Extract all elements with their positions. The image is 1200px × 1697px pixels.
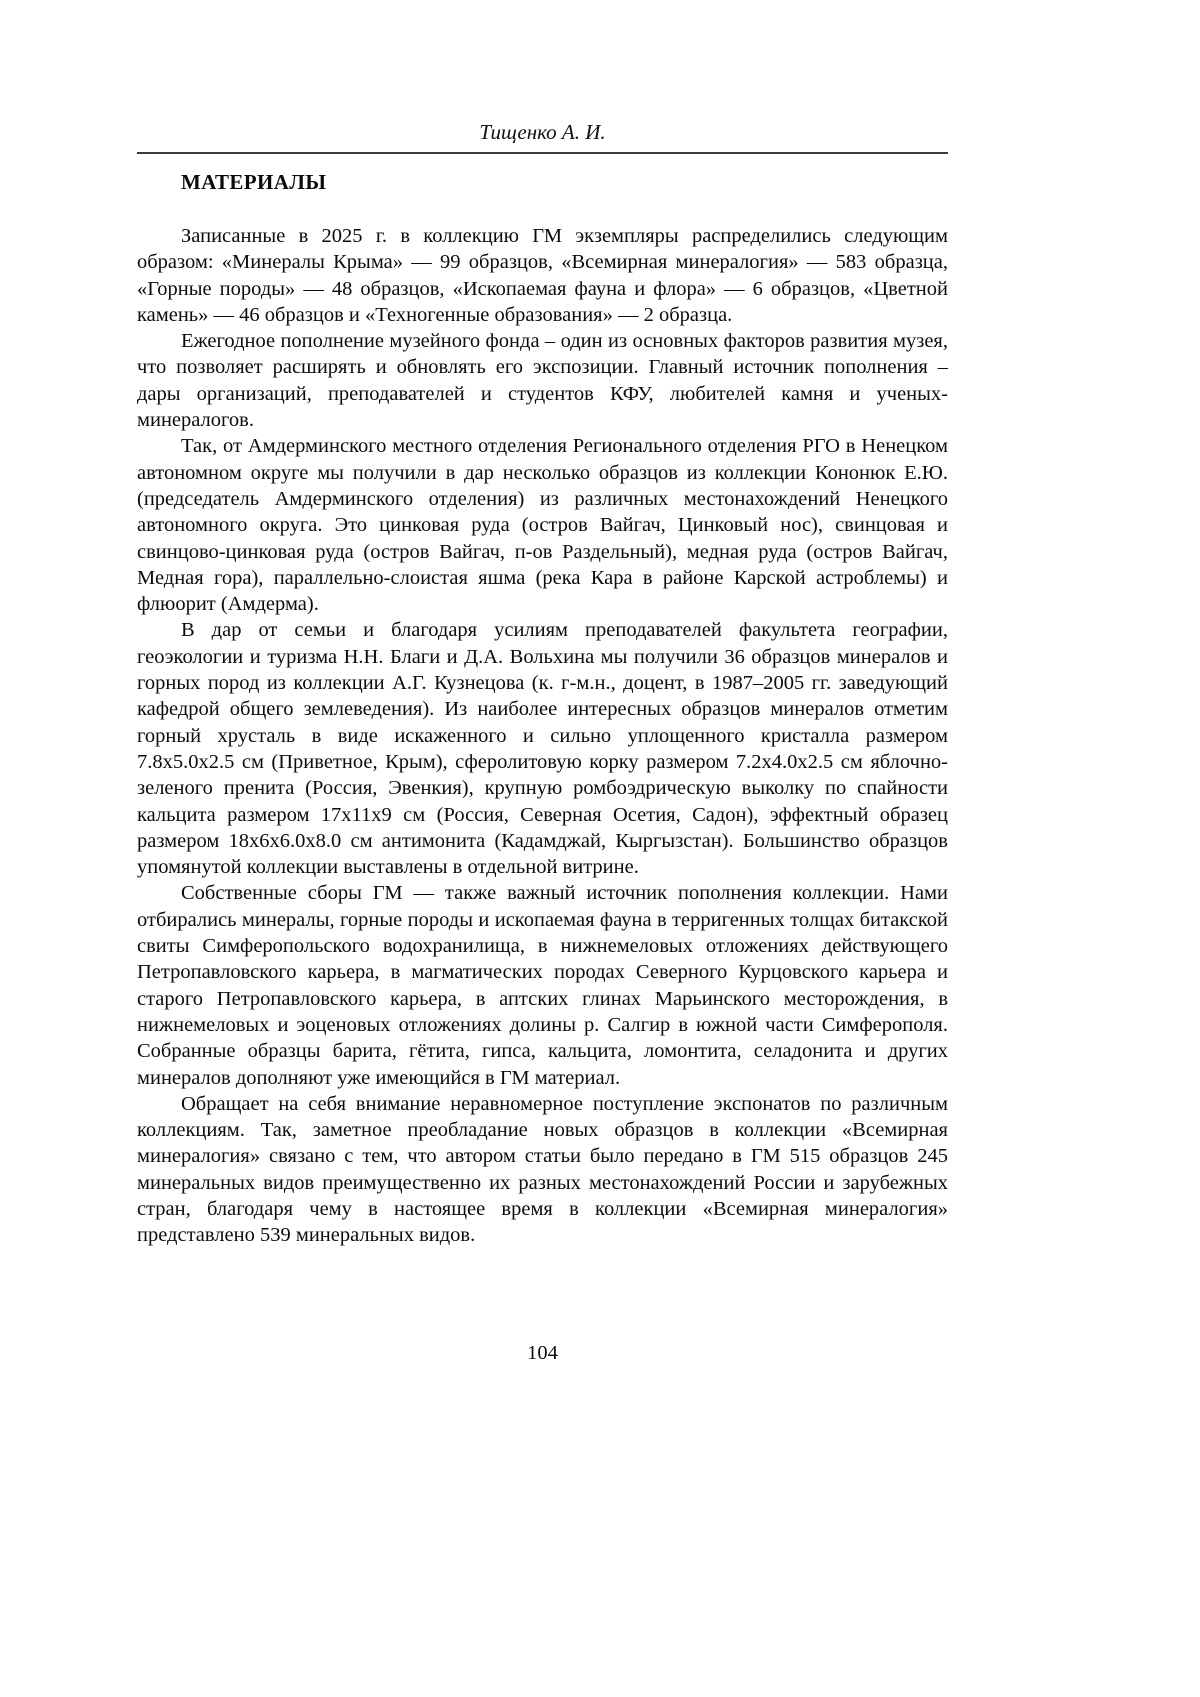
text-block: [137, 118, 948, 1249]
paragraph-collection-stats: Записанные в 2025 г. в коллекцию ГМ экземпляры распределились следующим образом: «Минералы Крыма» — 99 образцов, «Всемирная минералогия» — 583 образца, «Горные породы» — 48 образцов, «Ископаемая фауна и флора» — 6 образцов, «Цветной камень» — 46 образцов и «Техногенные образования» — 2 образца.: [137, 225, 948, 326]
paragraph-kuznetsov-collection: В дар от семьи и благодаря усилиям преподавателей факультета географии, геоэкологии и туризма Н.Н. Благи и Д.А. Вольхина мы получили 36 образцов минералов и горных пород из коллекции А.Г. Кузнецова (к. г-м.н., доцент, в 1987–2005 гг. заведующий кафедрой общего землеведения). Из наиболее интересных образцов минералов отметим горный хрусталь в виде искаженного и сильно уплощенного кристалла размером 7.8х5.0х2.5 см (Приветное, Крым), сферолитовую корку размером 7.2х4.0х2.5 см яблочно-зеленого пренита (Россия, Эвенкия), крупную ромбоэдрическую выколку по спайности кальцита размером 17х11х9 см (Россия, Северная Осетия, Садон), эффектный образец размером 18х6х6.0х8.0 см антимонита (Кадамджай, Кыргызстан). Большинство образцов упомянутой коллекции выставлены в отдельной витрине.: [137, 619, 948, 879]
paragraph-annual-replenishment: Ежегодное пополнение музейного фонда – один из основных факторов развития музея, что позволяет расширять и обновлять его экспозиции. Главный источник пополнения – дары организаций, преподавателей и студентов КФУ, любителей камня и ученых-минералогов.: [137, 330, 948, 432]
header-rule: [137, 152, 948, 154]
paragraph-uneven-inflow: Обращает на себя внимание неравномерное поступление экспонатов по различным коллекциям. Так, заметное преобладание новых образцов в коллекции «Всемирная минералогия» связано с тем, что автором статьи было передано в ГМ 515 образцов 245 минеральных видов преимущественно их разных местонахождений России и зарубежных стран, благодаря чему в настоящее время в коллекции «Всемирная минералогия» представлено 539 минеральных видов.: [137, 1092, 948, 1247]
page-number: 104: [527, 1342, 558, 1364]
running-head: Тищенко А. И.: [479, 120, 606, 144]
paragraph-own-collecting: Собственные сборы ГМ — также важный источник пополнения коллекции. Нами отбирались минералы, горные породы и ископаемая фауна в терригенных толщах битакской свиты Симферопольского водохранилища, в нижнемеловых отложениях действующего Петропавловского карьера, в магматических породах Северного Курцовского карьера и старого Петропавловского карьера, в аптских глинах Марьинского месторождения, в нижнемеловых и эоценовых отложениях долины р. Салгир в южной части Симферополя. Собранные образцы барита, гётита, гипса, кальцита, ломонтита, селадонита и других минералов дополняют уже имеющийся в ГМ материал.: [137, 882, 948, 1089]
section-title: МАТЕРИАЛЫ: [181, 170, 327, 194]
paragraph-amderma-donation: Так, от Амдерминского местного отделения Регионального отделения РГО в Ненецком автономном округе мы получили в дар несколько образцов из коллекции Кононюк Е.Ю. (председатель Амдерминского отделения) из различных местонахождений Ненецкого автономного округа. Это цинковая руда (остров Вайгач, Цинковый нос), свинцовая и свинцово-цинковая руда (остров Вайгач, п-ов Раздельный), медная руда (остров Вайгач, Медная гора), параллельно-слоистая яшма (река Кара в районе Карской астроблемы) и флюорит (Амдерма).: [137, 435, 948, 616]
